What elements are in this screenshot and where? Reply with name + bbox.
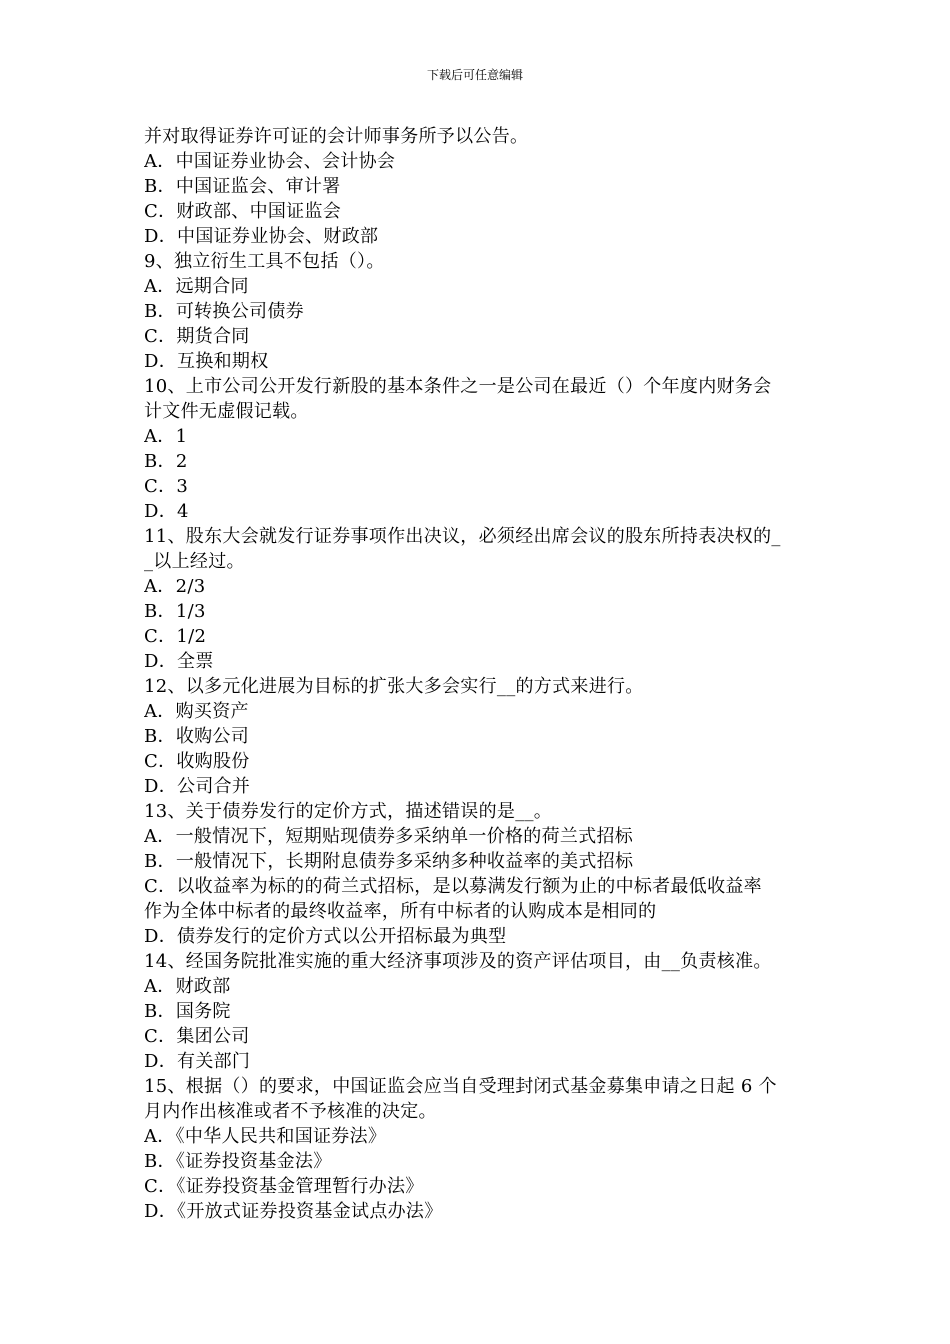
- text-line: 并对取得证券许可证的会计师事务所予以公告。: [144, 126, 529, 147]
- option-line: B．一般情况下，长期附息债券多采纳多种收益率的美式招标: [144, 851, 634, 872]
- question-line: 月内作出核准或者不予核准的决定。: [144, 1101, 437, 1122]
- option-line: A．2/3: [144, 576, 206, 597]
- option-line: A．1: [144, 426, 188, 447]
- option-line: B．《证券投资基金法》: [144, 1151, 332, 1172]
- question-line: _以上经过。: [144, 551, 245, 572]
- option-line: C．收购股份: [144, 751, 250, 772]
- document-body: [144, 124, 812, 1224]
- option-line: C．财政部、中国证监会: [144, 201, 342, 222]
- question-line: 15、根据（）的要求，中国证监会应当自受理封闭式基金募集申请之日起 6 个: [144, 1076, 777, 1097]
- question-line: 12、以多元化进展为目标的扩张大多会实行__的方式来进行。: [144, 676, 644, 697]
- option-line: C．集团公司: [144, 1026, 250, 1047]
- option-line: D．债券发行的定价方式以公开招标最为典型: [144, 926, 507, 947]
- option-line: B．2: [144, 451, 188, 472]
- option-line: A．中国证券业协会、会计协会: [144, 151, 396, 172]
- option-line: C．1/2: [144, 626, 207, 647]
- question-line: 14、经国务院批准实施的重大经济事项涉及的资产评估项目，由__负责核准。: [144, 951, 772, 972]
- question-line: 10、上市公司公开发行新股的基本条件之一是公司在最近（）个年度内财务会: [144, 376, 772, 397]
- question-line: 13、关于债券发行的定价方式，描述错误的是__。: [144, 801, 553, 822]
- option-line: D．互换和期权: [144, 351, 269, 372]
- question-line: 计文件无虚假记载。: [144, 401, 309, 422]
- option-line: C．期货合同: [144, 326, 250, 347]
- option-line: A．财政部: [144, 976, 231, 997]
- option-line: B．可转换公司债券: [144, 301, 304, 322]
- option-line: A．一般情况下，短期贴现债券多采纳单一价格的荷兰式招标: [144, 826, 634, 847]
- option-line: D．《开放式证券投资基金试点办法》: [144, 1201, 443, 1222]
- option-line: B．中国证监会、审计署: [144, 176, 341, 197]
- option-line: C．《证券投资基金管理暂行办法》: [144, 1176, 424, 1197]
- option-line: A．购买资产: [144, 701, 249, 722]
- option-line: A．远期合同: [144, 276, 249, 297]
- option-line: B．1/3: [144, 601, 206, 622]
- option-line: 作为全体中标者的最终收益率，所有中标者的认购成本是相同的: [144, 901, 657, 922]
- question-line: 9、独立衍生工具不包括（）。: [144, 251, 385, 272]
- option-line: D．4: [144, 501, 189, 522]
- option-line: D．有关部门: [144, 1051, 251, 1072]
- option-line: D．全票: [144, 651, 214, 672]
- option-line: C．以收益率为标的的荷兰式招标，是以募满发行额为止的中标者最低收益率: [144, 876, 762, 897]
- option-line: B．国务院: [144, 1001, 231, 1022]
- option-line: A．《中华人民共和国证券法》: [144, 1126, 387, 1147]
- page-header: 下载后可任意编辑: [426, 68, 523, 82]
- option-line: C．3: [144, 476, 189, 497]
- option-line: B．收购公司: [144, 726, 250, 747]
- question-line: 11、股东大会就发行证券事项作出决议，必须经出席会议的股东所持表决权的_: [144, 526, 781, 547]
- option-line: D．公司合并: [144, 776, 251, 797]
- option-line: D．中国证券业协会、财政部: [144, 226, 379, 247]
